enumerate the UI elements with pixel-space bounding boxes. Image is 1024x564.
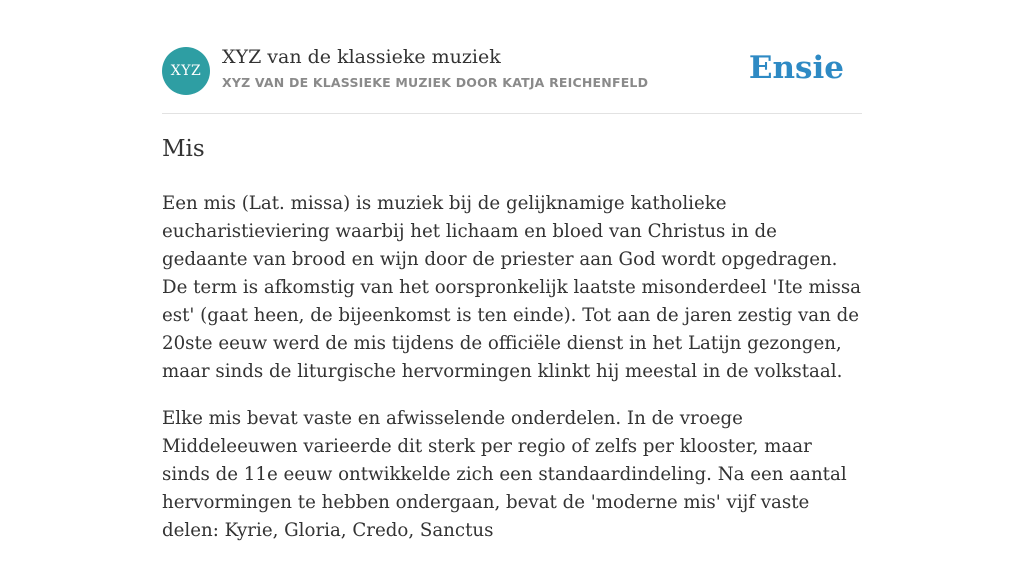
page-title: Mis	[162, 136, 205, 162]
entry-body	[162, 190, 862, 564]
work-subtitle: XYZ VAN DE KLASSIEKE MUZIEK DOOR KATJA REICHENFELD	[222, 75, 649, 90]
body-paragraph: Een mis (Lat. missa) is muziek bij de gelijknamige katholieke eucharistieviering waarbij het lichaam en bloed van Christus in de gedaante van brood en wijn door de priester aan God wordt opgedragen. De term is afkomstig van het oorspronkelijk laatste misonderdeel 'Ite missa est' (gaat heen, de bijeenkomst is ten einde). Tot aan de jaren zestig van de 20ste eeuw werd de mis tijdens de officiële dienst in het Latijn gezongen, maar sinds de liturgische hervormingen klinkt hij meestal in de volkstaal.	[162, 193, 862, 382]
work-avatar[interactable]: XYZ	[162, 47, 210, 95]
body-paragraph: Elke mis bevat vaste en afwisselende onderdelen. In de vroege Middeleeuwen varieerde dit sterk per regio of zelfs per klooster, maar sinds de 11e eeuw ontwikkelde zich een standaardindeling. Na een aantal hervormingen te hebben ondergaan, bevat de 'moderne mis' vijf vaste delen: Kyrie, Gloria, Credo, Sanctus	[162, 408, 847, 541]
content-column	[162, 0, 862, 541]
ensie-logo-link[interactable]: Ensie	[748, 50, 844, 86]
work-title[interactable]: XYZ van de klassieke muziek	[222, 46, 501, 68]
header	[162, 0, 862, 114]
